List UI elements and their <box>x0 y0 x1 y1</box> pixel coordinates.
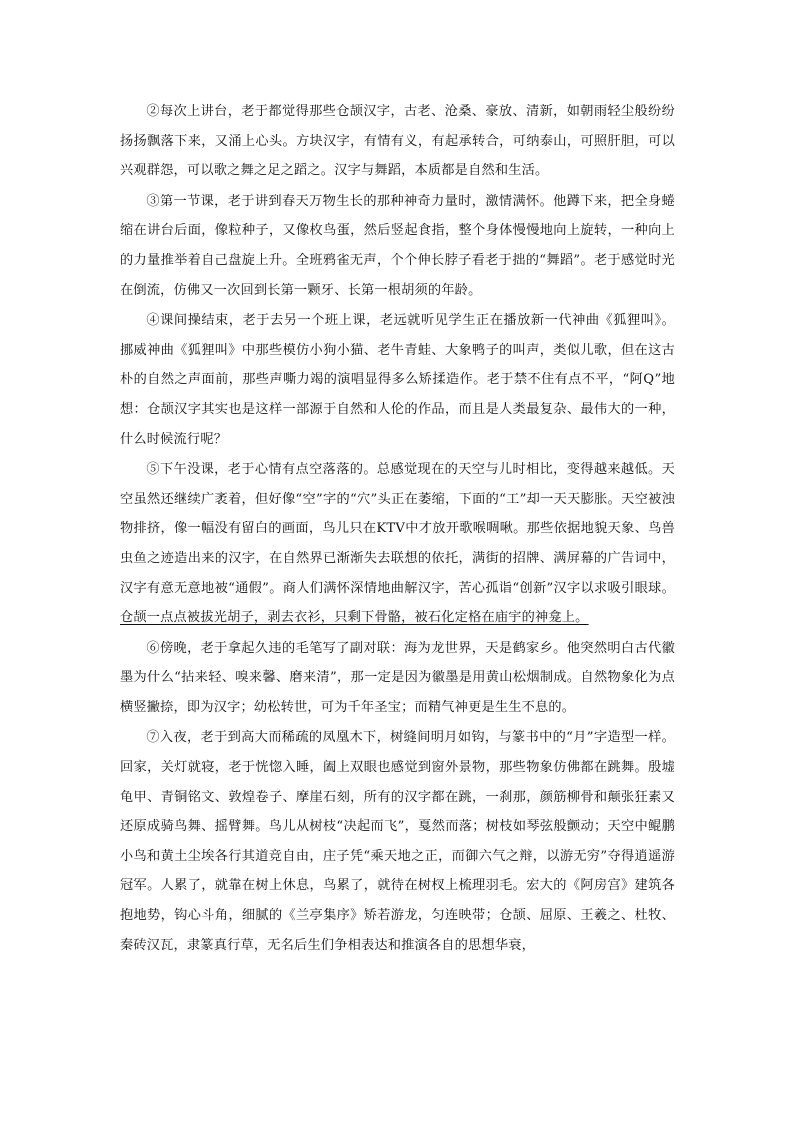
paragraph-2: ②每次上讲台，老于都觉得那些仓颉汉字，古老、沧桑、豪放、清新，如朝雨轻尘般纷纷扬扬飘落下来，又涌上心头。方块汉字，有情有义，有起承转合，可纳泰山，可照肝胆，可以兴观群怨，可以歌之舞之足之蹈之。汉字与舞蹈，本质都是自然和生活。 <box>120 104 675 179</box>
underlined-sentence: 仓颉一点点被拔光胡子，剥去衣衫，只剩下骨骼，被石化定格在庙宇的神龛上。 <box>120 610 589 626</box>
paragraph-3: ③第一节课，老于讲到春天万物生长的那种神奇力量时，激情满怀。他蹲下来，把全身蜷缩在讲台后面，像粒种子，又像枚鸟蛋，然后竖起食指，整个身体慢慢地向上旋转，一种向上的力量推举着自己盘旋上升。全班鸦雀无声，个个伸长脖子看老于拙的“舞蹈”。老于感觉时光在倒流，仿佛又一次回到长第一颗牙、长第一根胡须的年龄。 <box>120 193 675 298</box>
article-body <box>120 97 675 961</box>
paragraph-4: ④课间操结束，老于去另一个班上课，老远就听见学生正在播放新一代神曲《狐狸叫》。挪威神曲《狐狸叫》中那些模仿小狗小猫、老牛青蛙、大象鸭子的叫声，类似儿歌，但在这古朴的自然之声面前，那些声嘶力竭的演唱显得多么矫揉造作。老于禁不住有点不平，“阿Q”地想：仓颉汉字其实也是这样一部源于自然和人伦的作品，而且是人类最复杂、最伟大的一种，什么时候流行呢？ <box>120 313 675 447</box>
paragraph-7: ⑦入夜，老于到高大而稀疏的凤凰木下，树缝间明月如钩，与篆书中的“月”字造型一样。回家，关灯就寝，老于恍惚入睡，阖上双眼也感觉到窗外景物，那些物象仿佛都在跳舞。殷墟龟甲、青铜铭文、敦煌卷子、摩崖石刻，所有的汉字都在跳，一刹那，颜筋柳骨和颠张狂素又还原成骑鸟舞、摇臂舞。鸟儿从树枝“决起而飞”，戛然而落；树枝如琴弦般颤动；天空中鲲鹏小鸟和黄土尘埃各行其道竞自由，庄子凭“乘天地之正，而御六气之辩，以游无穷”夺得逍遥游冠军。人累了，就靠在树上休息，鸟累了，就待在树杈上梳理羽毛。宏大的《阿房宫》建筑各抱地势，钩心斗角，细腻的《兰亭集序》矫若游龙，匀连映带；仓颉、屈原、王羲之、杜牧、秦砖汉瓦，隶篆真行草，无名后生们争相表达和推演各自的思想华衰， <box>120 730 675 953</box>
paragraph-5-text: ⑤下午没课，老于心情有点空落落的。总感觉现在的天空与儿时相比，变得越来越低。天空虽然还继续广袤着，但好像“空”字的“穴”头正在萎缩，下面的“工”却一天天膨胀。天空被浊物排挤，像一幅没有留白的画面，鸟儿只在KTV中才放开歌喉啁啾。那些依据地貌天象、鸟兽虫鱼之迹造出来的汉字，在自然界已渐渐失去联想的依托，满街的招牌、满屏幕的广告词中，汉字有意无意地被“通假”。商人们满怀深情地曲解汉字，苦心孤诣“创新”汉字以求吸引眼球。 <box>120 462 675 596</box>
paragraph-6: ⑥傍晚，老于拿起久违的毛笔写了副对联：海为龙世界，天是鹤家乡。他突然明白古代徽墨为什么“拈来轻、嗅来馨、磨来清”，那一定是因为徽墨是用黄山松烟制成。自然物象化为点横竖撇捺，即为汉字；幼松转世，可为千年圣宝；而精气神更是生生不息的。 <box>120 640 675 715</box>
paragraph-5 <box>120 455 675 633</box>
